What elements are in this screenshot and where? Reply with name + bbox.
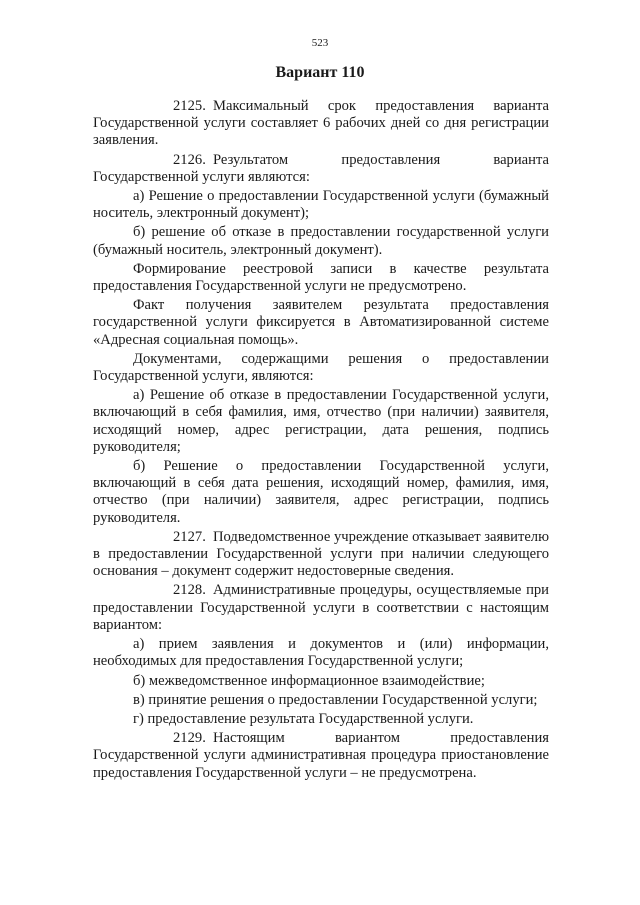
result-item-a: а) Решение о предоставлении Государственной услуги (бумажный носитель, электронный документ);	[93, 188, 549, 222]
document-body	[93, 98, 549, 784]
procedure-item-a: а) прием заявления и документов и (или) информации, необходимых для предоставления Государственной услуги;	[93, 636, 549, 670]
paragraph-number: 2125.	[173, 98, 206, 114]
paragraph-2129	[93, 730, 549, 782]
procedure-item-v: в) принятие решения о предоставлении Государственной услуги;	[133, 691, 538, 708]
procedure-item-b: б) межведомственное информационное взаимодействие;	[133, 672, 485, 689]
procedure-item-g: г) предоставление результата Государственной услуги.	[133, 710, 474, 727]
paragraph-number: 2129.	[173, 730, 206, 747]
document-item-a: а) Решение об отказе в предоставлении Государственной услуги, включающий в себя фамилия, имя, отчество (при наличии) заявителя, исходящий номер, адрес регистрации, дата решения, подпись руководителя;	[93, 387, 549, 455]
document-item-b: б) Решение о предоставлении Государственной услуги, включающий в себя дата решения, исходящий номер, фамилия, имя, отчество (при наличии) заявителя, адрес регистрации, подпись руководителя.	[93, 458, 549, 526]
registry-note: Формирование реестровой записи в качестве результата предоставления Государственной услуги не предусмотрено.	[93, 260, 549, 295]
paragraph-text: Результатом предоставления варианта Государственной услуги являются:	[93, 151, 549, 185]
paragraph-2127	[93, 529, 549, 581]
paragraph-text: Настоящим вариантом предоставления Государственной услуги административная процедура приостановление предоставления Государственной услуги – не предусмотрена.	[93, 730, 549, 781]
paragraph-text: Административные процедуры, осуществляемые при предоставлении Государственной услуги в соответствии с настоящим вариантом:	[93, 582, 549, 633]
paragraph-number: 2126.	[173, 151, 206, 168]
paragraph-2125	[93, 98, 549, 150]
paragraph-2128	[93, 582, 549, 634]
paragraph-text: Максимальный срок предоставления варианта Государственной услуги составляет 6 рабочих дней со дня регистрации заявления.	[93, 98, 549, 149]
paragraph-2126	[93, 152, 549, 186]
paragraph-number: 2128.	[173, 582, 206, 599]
document-title: Вариант 110	[275, 64, 365, 81]
page-number: 523	[311, 37, 329, 49]
result-item-b: б) решение об отказе в предоставлении государственной услуги (бумажный носитель, электронный документ).	[93, 224, 549, 258]
receipt-note: Факт получения заявителем результата предоставления государственной услуги фиксируется в Автоматизированной системе «Адресная социальная помощь».	[93, 297, 549, 348]
paragraph-text: Подведомственное учреждение отказывает заявителю в предоставлении Государственной услуги при наличии следующего основания – документ содержит недостоверные сведения.	[93, 528, 549, 580]
paragraph-number: 2127.	[173, 528, 206, 545]
documents-intro: Документами, содержащими решения о предоставлении Государственной услуги, являются:	[93, 350, 549, 385]
